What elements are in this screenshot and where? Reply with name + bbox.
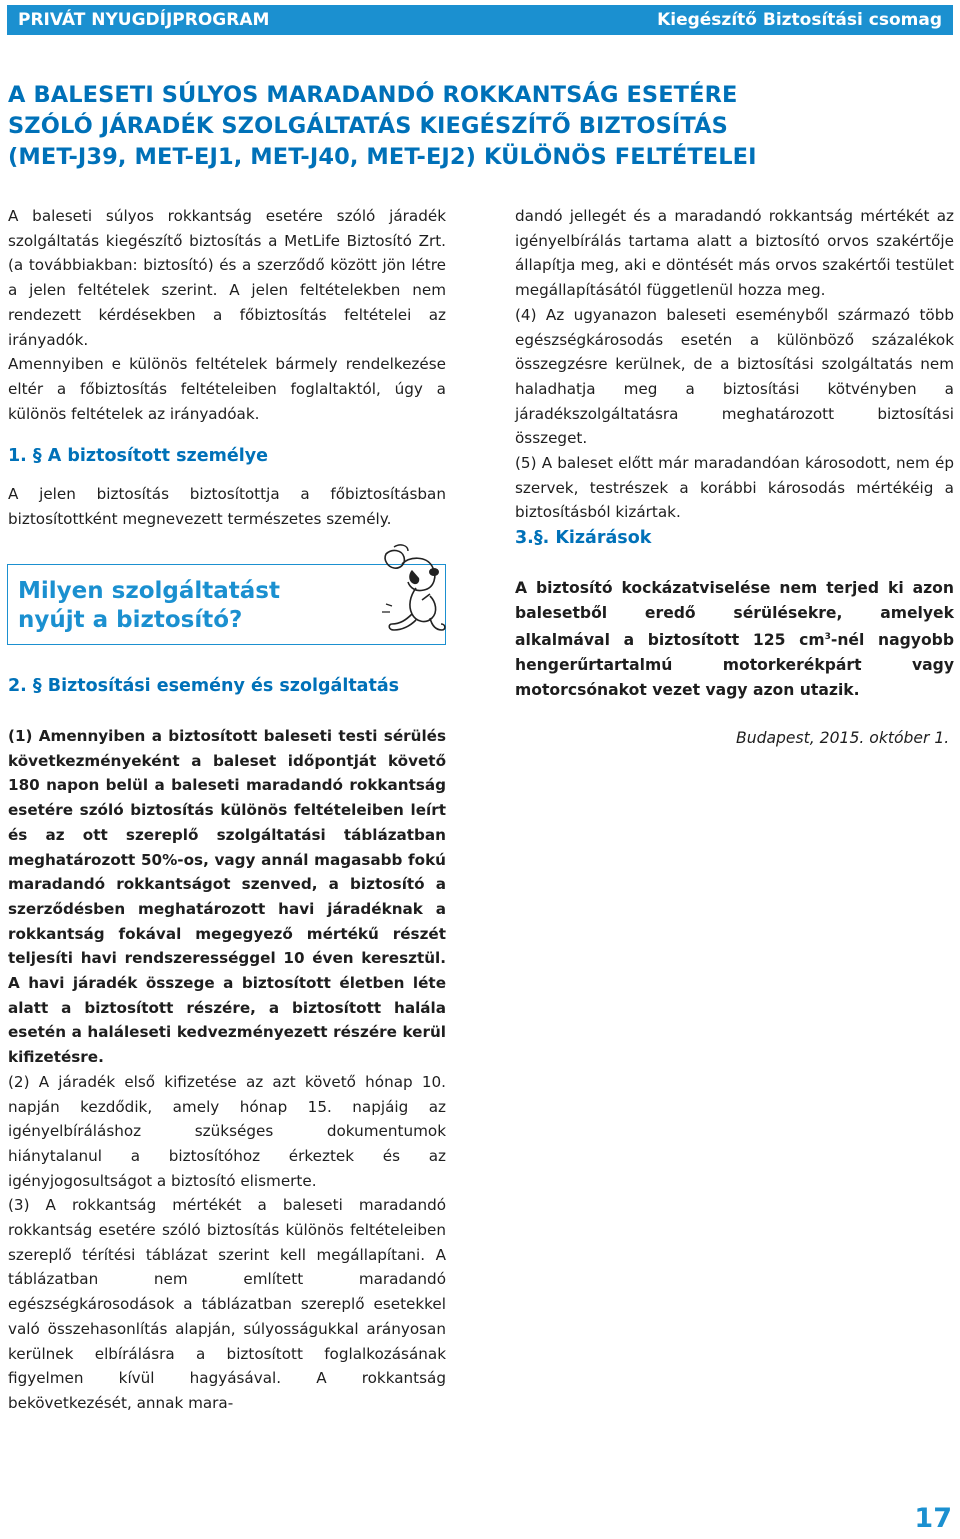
title-line-2: SZÓLÓ JÁRADÉK SZOLGÁLTATÁS KIEGÉSZÍTŐ BIZTOSÍTÁS [8,113,728,139]
title-line-1: A BALESETI SÚLYOS MARADANDÓ ROKKANTSÁG ESETÉRE [8,82,738,108]
right-paragraph-5: (5) A baleset előtt már maradandóan károsodott, nem ép szervek, testrészek a korábbi károsodás mértékéig a biztosításból kizártak. [515,454,954,522]
left-column-bottom [8,724,446,1416]
section-3-text [515,576,954,703]
page-number: 17 [914,1503,952,1534]
section-1-title: 1. § A biztosított személye [8,446,268,467]
right-paragraph-1: dandó jellegét és a maradandó rokkantság mértékét az igényelbírálás tartama alatt a biztosító orvos szakértője állapítja meg, aki e döntését más orvos szakértői testület megállapításától függetlenül hozza meg. [515,207,954,300]
section-2-paragraph-1: (1) Amennyiben a biztosított baleseti testi sérülés következményeként a baleset időpontját követő 180 napon belül a baleseti maradandó rokkantság esetére szóló biztosítás különös feltételeiben leírt és az ott szereplő szolgáltatási táblázatban meghatározott 50%-os, vagy annál magasabb fokú maradandó rokkantságot szenved, a biztosító a szerződésben meghatározott havi járadéknak a rokkantság fokával megegyező mértékű részét teljesíti havi rendszerességgel 10 éven keresztül. A havi járadék összege a biztosított életben léte alatt a biztosított részére, a biztosított halála esetén a haláleseti kedvezményezett részére kerül kifizetésre. [8,727,446,1067]
section-3-text-before: A biztosító kockázatviselése nem terjed ki azon balesetből eredő sérülésekre, amelyek alkalmával a biztosított 125 cm [515,579,954,650]
document-title [8,80,953,173]
intro-paragraph-2: Amennyiben e különös feltételek bármely rendelkezése eltér a főbiztosítás feltételeiben foglaltaktól, úgy a különös feltételek az irányadóak. [8,355,446,423]
section-1-text: A jelen biztosítás biztosítottja a főbiztosításban biztosítottként megnevezett természetes személy. [8,485,446,529]
left-column-top [8,204,446,532]
question-line-2: nyújt a biztosító? [18,607,243,633]
section-3-superscript: 3 [824,632,831,643]
right-column [515,204,954,525]
section-2-paragraph-3: (3) A rokkantság mértékét a baleseti maradandó rokkantság esetére szóló biztosítás különös feltételeiben szereplő térítési táblázat szerint kell megállapítani. A táblázatban nem említett maradandó egészségkárosodások a táblázatban szereplő esetekkel való összehasonlítás alapján, súlyosságukkal arányosan kerülnek elbírálásra a biztosított foglalkozásának figyelmen kívül hagyásával. A rokkantság bekövetkezését, annak mara- [8,1196,446,1412]
section-3-text-after: -nél nagyobb hengerűrtartalmú motorkerékpárt vagy motorcsónakot vezet vagy azon utazik. [515,631,954,699]
header-left-label: PRIVÁT NYUGDÍJPROGRAM [18,10,270,30]
question-line-1: Milyen szolgáltatást [18,578,280,604]
header-bar [7,5,953,35]
right-paragraph-4: (4) Az ugyanazon baleseti eseményből származó több egészségkárosodás esetén a különböző százalékok összegzésre kerülnek, de a biztosítási szolgáltatás nem haladhatja meg a biztosítási kötvényben a járadékszolgáltatásra meghatározott biztosítási összeget. [515,305,954,448]
date-line: Budapest, 2015. október 1. [736,729,950,747]
snoopy-illustration [372,540,448,638]
title-line-3: (MET-J39, MET-EJ1, MET-J40, MET-EJ2) KÜLÖNÖS FELTÉTELEI [8,144,757,170]
intro-paragraph-1: A baleseti súlyos rokkantság esetére szóló járadék szolgáltatás kiegészítő biztosítás a MetLife Biztosító Zrt. (a továbbiakban: biztosító) és a szerződő között jön létre a jelen feltételek szerint. A jelen feltételekben nem rendezett kérdésekben a főbiztosítás feltételei az irányadók. [8,207,446,349]
section-3-title: 3.§. Kizárások [515,528,652,548]
header-right-label: Kiegészítő Biztosítási csomag [657,10,942,30]
section-2-title: 2. § Biztosítási esemény és szolgáltatás [8,676,400,696]
section-2-paragraph-2: (2) A járadék első kifizetése az azt követő hónap 10. napján kezdődik, amely hónap 15. napjáig az igényelbíráláshoz szükséges dokumentumok hiánytalanul a biztosítóhoz érkeztek és az igényjogosultságot a biztosító elismerte. [8,1072,446,1190]
